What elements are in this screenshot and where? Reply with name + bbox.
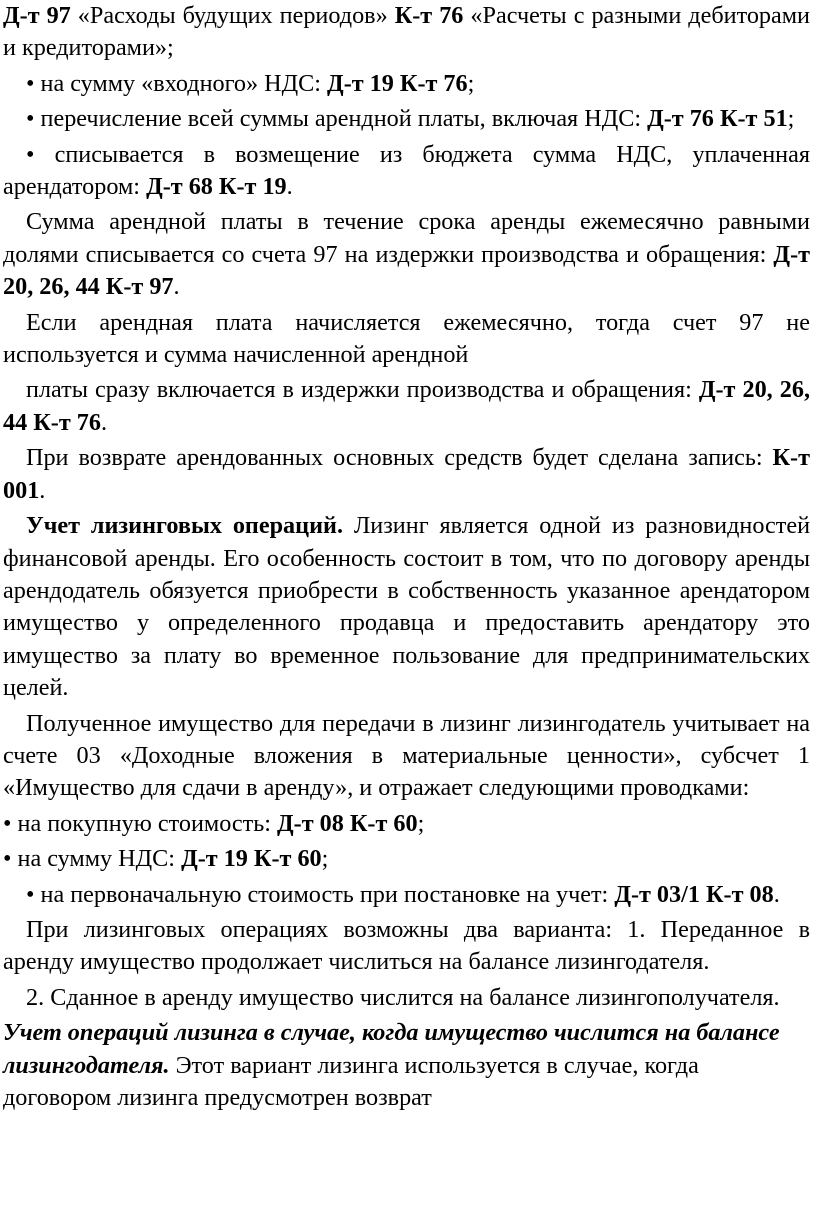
- paragraph-variant-two: [3, 982, 810, 1014]
- text-run: Д-т 03/1 К-т 08: [614, 880, 774, 908]
- text-run: • на сумму НДС:: [3, 845, 182, 873]
- text-run: • на сумму «входного» НДС:: [26, 69, 328, 97]
- text-run: Д-т 08 К-т 60: [277, 809, 418, 837]
- paragraph-leasing-accounting: [3, 510, 810, 704]
- text-run: Полученное имущество для передачи в лизинг лизингодатель учитывает на счете 03 «Доходные вложения в материальные ценности», субсчет 1 «Имущество для сдачи в аренду», и отражает следующими проводками:: [3, 709, 810, 802]
- text-run: Д-т 19 К-т 76: [327, 69, 468, 97]
- paragraph-monthly-rent: [3, 307, 810, 372]
- text-run: К-т 76: [394, 2, 464, 29]
- paragraph-monthly-rent-continued: [3, 374, 810, 439]
- text-run: Этот вариант лизинга используется в случае, когда договором лизинга предусмотрен возврат: [3, 1051, 699, 1111]
- text-run: Д-т 76 К-т 51: [647, 105, 788, 133]
- text-run: К-т 001: [3, 444, 810, 504]
- text-run: ;: [417, 809, 425, 837]
- text-run: .: [173, 273, 180, 301]
- text-run: платы сразу включается в издержки производства и обращения:: [26, 376, 699, 404]
- text-run: «Расчеты с разными дебиторами и кредиторами»;: [3, 2, 810, 62]
- paragraph-lessor-balance: [3, 1017, 810, 1114]
- text-run: 2. Сданное в аренду имущество числится на балансе лизингополучателя.: [26, 983, 780, 1011]
- text-run: Если арендная плата начисляется ежемесячно, тогда счет 97 не используется и сумма начисленной арендной: [3, 308, 810, 369]
- paragraph-rent-writeoff: [3, 206, 810, 303]
- text-run: При лизинговых операциях возможны два варианта: 1. Переданное в аренду имущество продолжает числиться на балансе лизингодателя.: [3, 915, 810, 976]
- bullet-rent-payment: [3, 103, 810, 135]
- text-run: .: [286, 173, 293, 201]
- text-run: ;: [467, 69, 475, 97]
- text-run: Лизинг является одной из разновидностей финансовой аренды. Его особенность состоит в том, что по договору аренды арендодатель обязуется приобрести в собственность указанное арендатором имущество у определенного продавца и предоставить арендатору это имущество за плату во временное пользование для предпринимательских целей.: [3, 512, 811, 702]
- text-run: .: [39, 476, 46, 504]
- text-run: Д-т 20, 26, 44 К-т 76: [3, 376, 810, 436]
- text-run: Учет лизинговых операций.: [26, 512, 343, 540]
- text-run: Д-т 68 К-т 19: [146, 173, 287, 201]
- text-run: Учет операций лизинга в случае, когда имущество числится на балансе лизингодателя.: [3, 1019, 780, 1079]
- text-run: • списывается в возмещение из бюджета сумма НДС, уплаченная арендатором:: [3, 140, 810, 201]
- bullet-vat-amount: [3, 843, 810, 875]
- text-run: При возврате арендованных основных средств будет сделана запись:: [26, 444, 773, 472]
- paragraph-leased-property: [3, 708, 810, 805]
- text-run: ;: [321, 845, 329, 873]
- bullet-input-vat: [3, 68, 810, 100]
- text-run: «Расходы будущих периодов»: [70, 2, 395, 29]
- bullet-initial-cost: [3, 879, 810, 911]
- bullet-purchase-cost: [3, 808, 810, 840]
- paragraph-leasing-variants: [3, 914, 810, 979]
- text-run: ;: [787, 105, 795, 133]
- text-run: • перечисление всей суммы арендной платы, включая НДС:: [26, 105, 648, 133]
- text-run: • на первоначальную стоимость при постановке на учет:: [26, 880, 615, 908]
- text-run: Сумма арендной платы в течение срока аренды ежемесячно равными долями списывается со счета 97 на издержки производства и обращения:: [3, 208, 810, 268]
- text-run: Д-т 97: [3, 2, 71, 29]
- text-run: • на покупную стоимость:: [3, 809, 278, 837]
- paragraph-asset-return: [3, 442, 810, 507]
- paragraph-entry-97-76: [3, 0, 810, 65]
- text-run: Д-т 19 К-т 60: [181, 845, 322, 873]
- text-run: Д-т 20, 26, 44 К-т 97: [3, 240, 810, 301]
- text-run: .: [100, 408, 107, 436]
- bullet-vat-refund: [3, 139, 810, 204]
- text-run: .: [773, 880, 780, 908]
